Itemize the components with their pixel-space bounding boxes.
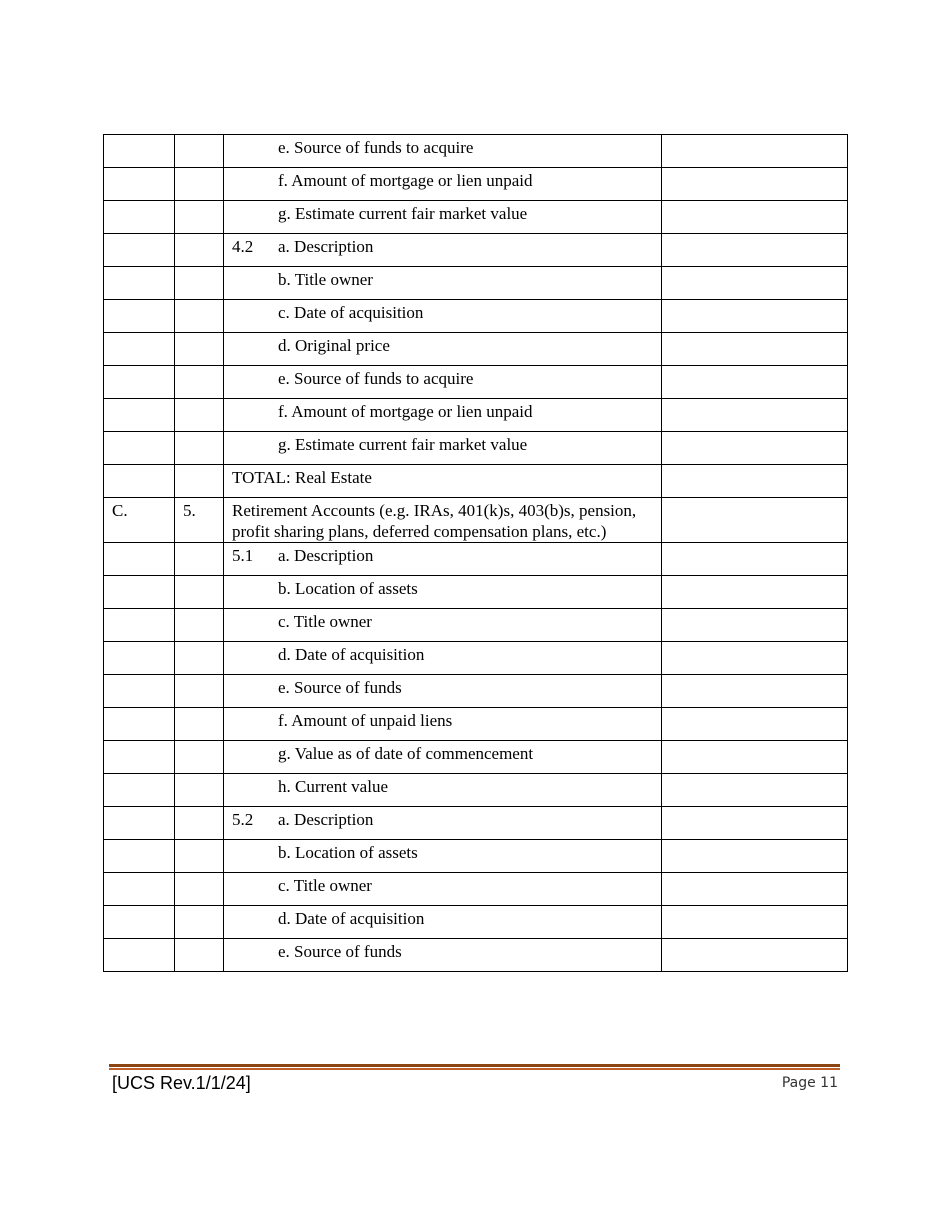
- item-number-cell: [175, 135, 224, 168]
- table-row: [104, 708, 848, 741]
- description-cell: [224, 807, 662, 840]
- table-row: [104, 432, 848, 465]
- section-letter-cell: [104, 543, 175, 576]
- section-letter-cell: [104, 135, 175, 168]
- subitem-number: 4.2: [232, 237, 254, 256]
- value-entry-cell[interactable]: [662, 300, 848, 333]
- subitem-label: d. Original price: [278, 336, 390, 355]
- section-letter-cell: [104, 333, 175, 366]
- description-cell: [224, 708, 662, 741]
- item-number-cell: [175, 168, 224, 201]
- financial-disclosure-table: [103, 134, 848, 972]
- description-cell: [224, 906, 662, 939]
- item-number-cell: [175, 267, 224, 300]
- table-row: [104, 498, 848, 543]
- subitem-number: 5.1: [232, 546, 254, 565]
- item-number-cell: [175, 708, 224, 741]
- description-cell: [224, 642, 662, 675]
- value-entry-cell[interactable]: [662, 333, 848, 366]
- section-letter-cell: [104, 741, 175, 774]
- value-entry-cell[interactable]: [662, 576, 848, 609]
- subitem-label: c. Date of acquisition: [278, 303, 424, 322]
- description-cell: [224, 609, 662, 642]
- item-number-cell: [175, 234, 224, 267]
- table-row: [104, 201, 848, 234]
- section-letter-cell: [104, 201, 175, 234]
- item-number-cell: [175, 939, 224, 972]
- section-letter-cell: C.: [104, 498, 175, 543]
- description-cell: [224, 333, 662, 366]
- table-row: [104, 234, 848, 267]
- section-letter-cell: [104, 774, 175, 807]
- section-letter-cell: [104, 840, 175, 873]
- item-number-cell: [175, 399, 224, 432]
- table-row: [104, 741, 848, 774]
- item-number-cell: [175, 807, 224, 840]
- item-number-cell: [175, 675, 224, 708]
- table-row: [104, 267, 848, 300]
- item-number-cell: [175, 774, 224, 807]
- description-cell: [224, 465, 662, 498]
- table-row: [104, 807, 848, 840]
- value-entry-cell[interactable]: [662, 840, 848, 873]
- description-cell: [224, 300, 662, 333]
- description-cell: [224, 576, 662, 609]
- table-row: [104, 840, 848, 873]
- value-entry-cell[interactable]: [662, 135, 848, 168]
- table-row: [104, 906, 848, 939]
- value-entry-cell[interactable]: [662, 465, 848, 498]
- table-row: [104, 642, 848, 675]
- subitem-label: a. Description: [278, 237, 374, 256]
- item-number-cell: [175, 873, 224, 906]
- description-cell: [224, 939, 662, 972]
- item-number-cell: [175, 300, 224, 333]
- value-entry-cell[interactable]: [662, 741, 848, 774]
- description-cell: [224, 201, 662, 234]
- value-entry-cell[interactable]: [662, 906, 848, 939]
- section-letter-cell: [104, 267, 175, 300]
- section-letter-cell: [104, 399, 175, 432]
- section-letter-cell: [104, 234, 175, 267]
- item-number-cell: [175, 432, 224, 465]
- table-row: [104, 399, 848, 432]
- subitem-label: c. Title owner: [278, 612, 372, 631]
- table-row: [104, 333, 848, 366]
- section-letter-cell: [104, 576, 175, 609]
- item-number-cell: [175, 906, 224, 939]
- value-entry-cell[interactable]: [662, 609, 848, 642]
- subitem-label: f. Amount of unpaid liens: [278, 711, 453, 730]
- item-number-cell: [175, 576, 224, 609]
- subitem-label: a. Description: [278, 810, 374, 829]
- section-letter-cell: [104, 300, 175, 333]
- subitem-label: f. Amount of mortgage or lien unpaid: [278, 171, 533, 190]
- subitem-label: g. Value as of date of commencement: [278, 744, 534, 763]
- item-number-cell: [175, 609, 224, 642]
- section-letter-cell: [104, 168, 175, 201]
- table-row: [104, 300, 848, 333]
- description-cell: [224, 234, 662, 267]
- table-row: [104, 366, 848, 399]
- table-row: [104, 609, 848, 642]
- value-entry-cell[interactable]: [662, 234, 848, 267]
- subitem-label: g. Estimate current fair market value: [278, 204, 528, 223]
- subitem-label: c. Title owner: [278, 876, 372, 895]
- description-cell: [224, 399, 662, 432]
- value-entry-cell[interactable]: [662, 168, 848, 201]
- table-body: [104, 135, 848, 972]
- value-entry-cell[interactable]: [662, 708, 848, 741]
- description-cell: [224, 366, 662, 399]
- subitem-label: d. Date of acquisition: [278, 909, 425, 928]
- description-cell: [224, 168, 662, 201]
- description-text: Retirement Accounts (e.g. IRAs, 401(k)s, 403(b)s, pension, profit sharing plans, deferred compensation plans, etc.): [232, 501, 637, 541]
- subitem-label: e. Source of funds to acquire: [278, 138, 474, 157]
- subitem-label: b. Title owner: [278, 270, 373, 289]
- form-revision: [UCS Rev.1/1/24]: [112, 1073, 251, 1093]
- subitem-label: e. Source of funds: [278, 942, 402, 961]
- item-number-cell: [175, 366, 224, 399]
- table-row: [104, 168, 848, 201]
- footer-divider-accent: [109, 1068, 840, 1070]
- section-letter-cell: [104, 609, 175, 642]
- subitem-label: d. Date of acquisition: [278, 645, 425, 664]
- value-entry-cell[interactable]: [662, 774, 848, 807]
- section-letter-cell: [104, 366, 175, 399]
- item-number-cell: [175, 840, 224, 873]
- item-number-cell: [175, 465, 224, 498]
- subitem-label: a. Description: [278, 546, 374, 565]
- value-entry-cell[interactable]: [662, 807, 848, 840]
- section-letter-cell: [104, 873, 175, 906]
- item-number-cell: 5.: [175, 498, 224, 543]
- value-entry-cell[interactable]: [662, 498, 848, 543]
- table-row: [104, 465, 848, 498]
- subitem-label: h. Current value: [278, 777, 388, 796]
- value-entry-cell[interactable]: [662, 432, 848, 465]
- section-letter-cell: [104, 939, 175, 972]
- description-cell: [224, 873, 662, 906]
- description-cell: [224, 741, 662, 774]
- table-row: [104, 939, 848, 972]
- section-letter-cell: [104, 642, 175, 675]
- description-text: TOTAL: Real Estate: [232, 468, 372, 487]
- value-entry-cell[interactable]: [662, 939, 848, 972]
- value-entry-cell[interactable]: [662, 675, 848, 708]
- footer-divider: [109, 1064, 840, 1067]
- value-entry-cell[interactable]: [662, 201, 848, 234]
- section-letter-cell: [104, 906, 175, 939]
- item-number-cell: [175, 333, 224, 366]
- table-row: [104, 873, 848, 906]
- subitem-label: e. Source of funds to acquire: [278, 369, 474, 388]
- value-entry-cell[interactable]: [662, 267, 848, 300]
- table-row: [104, 576, 848, 609]
- description-cell: [224, 267, 662, 300]
- subitem-label: b. Location of assets: [278, 579, 418, 598]
- table-row: [104, 675, 848, 708]
- description-cell: [224, 498, 662, 543]
- description-cell: [224, 840, 662, 873]
- description-cell: [224, 774, 662, 807]
- section-letter-cell: [104, 675, 175, 708]
- item-number-cell: [175, 642, 224, 675]
- section-letter-cell: [104, 708, 175, 741]
- section-letter-cell: [104, 807, 175, 840]
- subitem-label: b. Location of assets: [278, 843, 418, 862]
- value-entry-cell[interactable]: [662, 366, 848, 399]
- subitem-number: 5.2: [232, 810, 254, 829]
- description-cell: [224, 135, 662, 168]
- page-number: Page 11: [781, 1075, 838, 1091]
- section-letter-cell: [104, 465, 175, 498]
- subitem-label: f. Amount of mortgage or lien unpaid: [278, 402, 533, 421]
- section-letter-cell: [104, 432, 175, 465]
- description-cell: [224, 432, 662, 465]
- table-row: [104, 135, 848, 168]
- item-number-cell: [175, 741, 224, 774]
- subitem-label: e. Source of funds: [278, 678, 402, 697]
- table-row: [104, 774, 848, 807]
- item-number-cell: [175, 543, 224, 576]
- value-entry-cell[interactable]: [662, 873, 848, 906]
- description-cell: [224, 543, 662, 576]
- description-cell: [224, 675, 662, 708]
- table-row: [104, 543, 848, 576]
- value-entry-cell[interactable]: [662, 642, 848, 675]
- subitem-label: g. Estimate current fair market value: [278, 435, 528, 454]
- item-number-cell: [175, 201, 224, 234]
- value-entry-cell[interactable]: [662, 543, 848, 576]
- value-entry-cell[interactable]: [662, 399, 848, 432]
